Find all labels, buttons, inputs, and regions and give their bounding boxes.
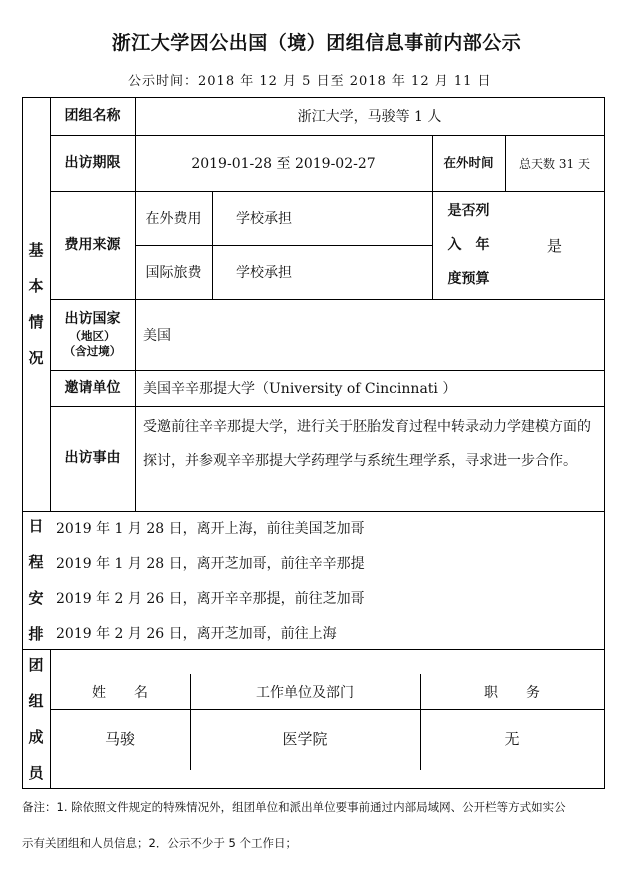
members-header-position: 职 务 (484, 684, 540, 701)
abroad-cost-value: 学校承担 (236, 211, 292, 227)
section-members: 团 组 成 员 (28, 656, 44, 782)
inviter-value: 美国辛辛那提大学（University of Cincinnati ） (143, 381, 457, 397)
members-header-name: 姓 名 (92, 684, 148, 701)
country-value: 美国 (143, 328, 171, 344)
budget-label: 是否列 入 年 度预算 (447, 203, 490, 287)
schedule-item: 2019 年 1 月 28 日，离开芝加哥，前往辛辛那提 (56, 556, 365, 572)
publicity-period: 2018 年 12 月 5 日至 2018 年 12 月 11 日 (198, 74, 492, 89)
section-basic-info: 基 本 情 况 (28, 241, 44, 367)
inviter-label: 邀请单位 (64, 379, 121, 396)
purpose-value: 受邀前往辛辛那提大学，进行关于胚胎发育过程中转录动力学建模方面的探讨，并参观辛辛那提大学药理学与系统生理学系，寻求进一步合作。 (143, 419, 591, 469)
group-name-value: 浙江大学，马骏等 1 人 (297, 109, 442, 125)
publicity-time (128, 70, 492, 89)
footnote-line-1: 备注：1. 除依照文件规定的特殊情况外，组团单位和派出单位要事前通过内部局域网、公开栏等方式如实公 (22, 800, 566, 814)
publicity-label: 公示时间： (128, 74, 199, 89)
purpose-label: 出访事由 (64, 450, 121, 467)
days-abroad-value: 总天数 31 天 (519, 156, 590, 171)
funding-label: 费用来源 (64, 236, 121, 253)
schedule-item: 2019 年 2 月 26 日，离开辛辛那提，前往芝加哥 (56, 591, 365, 607)
section-schedule: 日 程 安 排 (28, 517, 44, 643)
abroad-cost-label: 在外费用 (145, 211, 202, 227)
member-name: 马骏 (104, 729, 135, 748)
schedule-item: 2019 年 1 月 28 日，离开上海，前往美国芝加哥 (56, 521, 365, 537)
group-name-label: 团组名称 (64, 107, 121, 124)
budget-value: 是 (546, 236, 562, 255)
period-label: 出访期限 (64, 154, 121, 171)
travel-cost-value: 学校承担 (236, 265, 292, 281)
country-label: 出访国家 （地区） （含过境） (63, 311, 122, 358)
period-value: 2019-01-28 至 2019-02-27 (191, 156, 376, 172)
member-position: 无 (504, 729, 520, 748)
member-unit: 医学院 (282, 729, 328, 748)
page-title: 浙江大学因公出国（境）团组信息事前内部公示 (111, 32, 522, 54)
footnote-line-2: 示有关团组和人员信息；2．公示不少于 5 个工作日； (22, 836, 297, 850)
schedule-item: 2019 年 2 月 26 日，离开芝加哥，前往上海 (56, 626, 337, 642)
days-abroad-label: 在外时间 (443, 154, 494, 170)
travel-cost-label: 国际旅费 (145, 265, 202, 281)
members-header-unit: 工作单位及部门 (256, 684, 354, 701)
